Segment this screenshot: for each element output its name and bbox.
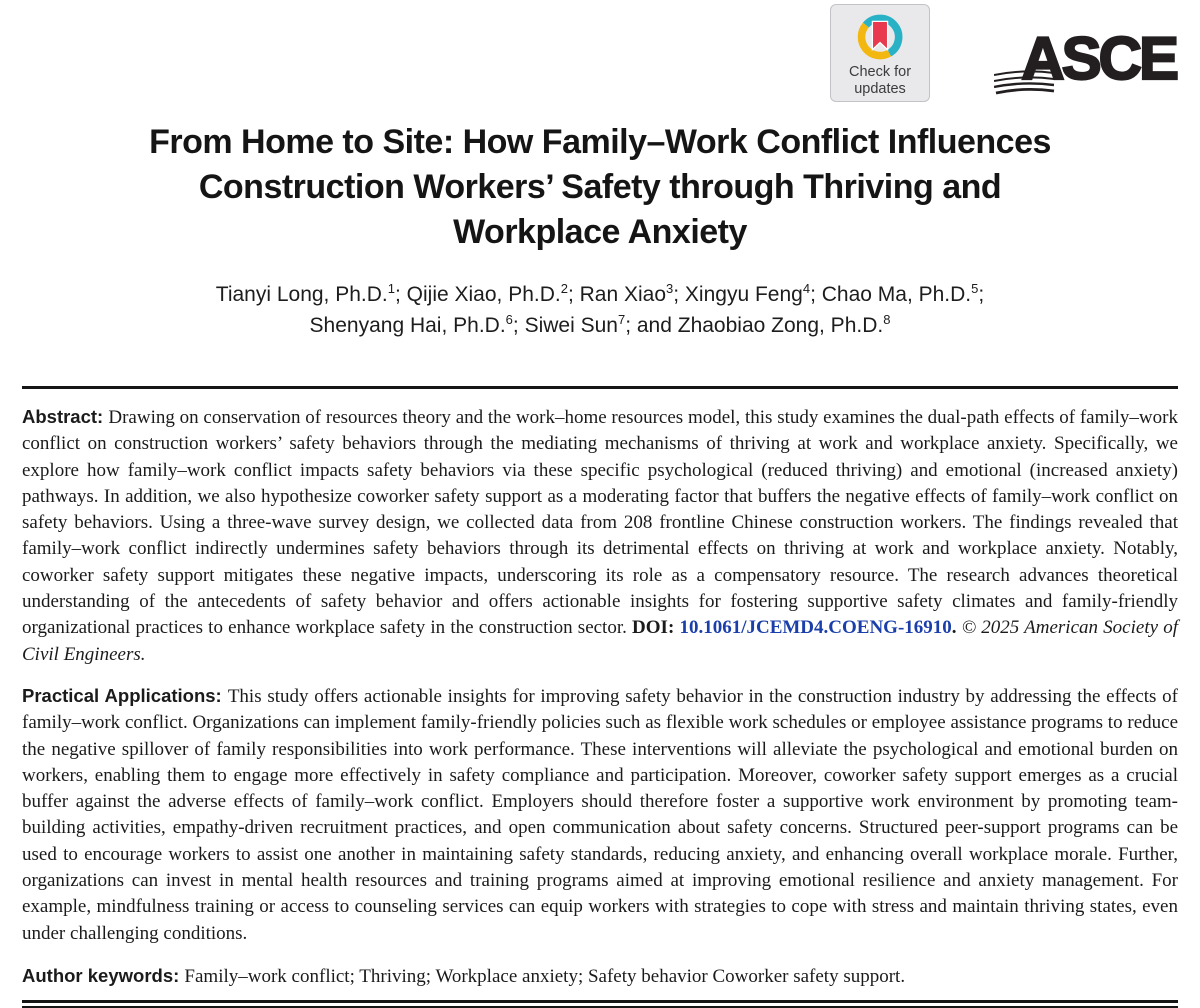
author-list (22, 279, 1178, 341)
text-segment: © 2025 American Society of Civil Engineers. (22, 617, 1178, 665)
check-for-updates-button[interactable] (830, 4, 930, 102)
text-segment: 8 (883, 312, 891, 327)
text-segment: ; Chao Ma, Ph.D. (810, 283, 972, 306)
practical-applications-paragraph (22, 683, 1178, 947)
author-list-line1 (22, 279, 1178, 310)
text-segment: Tianyi Long, Ph.D. (215, 283, 388, 306)
divider-rule (22, 386, 1178, 389)
text-segment: ; Siwei Sun (512, 314, 618, 337)
article-title-line3: Workplace Anxiety (453, 213, 747, 251)
text-segment: ; Ran Xiao (567, 283, 667, 306)
author-list-line2 (22, 310, 1178, 341)
bottom-double-rule (22, 1000, 1178, 1008)
crossmark-label-line1: Check for (848, 64, 912, 80)
text-segment: Practical Applications: (22, 684, 228, 706)
text-segment: ; and Zhaobiao Zong, Ph.D. (625, 314, 884, 337)
text-segment: 7 (617, 312, 626, 327)
abstract-paragraph (22, 404, 1178, 668)
crossmark-label-line2: updates (854, 80, 906, 97)
asce-logo-text: ASCE (1021, 25, 1176, 92)
text-segment: ; Qijie Xiao, Ph.D. (394, 283, 561, 306)
text-segment: Drawing on conservation of resources theory and the work–home resources model, this study examines the dual-path effects of family–work conflict on construction workers’ safety behaviors through the mediating mechanisms of thriving at work and workplace anxiety. Specifically, we explore how family–work conflict impacts safety behaviors via these specific psychological (reduced thriving) and emotional (increased anxiety) pathways. In addition, we also hypothesize coworker safety support as a moderating factor that buffers the negative effects of family–work conflict on safety behaviors. Using a three-wave survey design, we collected data from 208 frontline Chinese construction workers. The findings revealed that family–work conflict indirectly undermines safety behaviors through its detrimental effects on thriving at work and workplace anxiety. Notably, coworker safety support mitigates these negative impacts, underscoring its role as a compensatory resource. The research advances theoretical understanding of the antecedents of safety behavior and offers actionable insights for fostering supportive safety climates and family-friendly organizational practices to enhance workplace safety in the construction sector. (22, 407, 1178, 639)
doi-link[interactable]: 10.1061/JCEMD4.COENG-16910 (679, 617, 952, 639)
crossmark-icon (853, 10, 907, 64)
text-segment: . (951, 617, 962, 639)
asce-logo (998, 25, 1176, 100)
text-segment: 3 (666, 281, 674, 296)
article-title-line1: From Home to Site: How Family–Work Conflict Influences (149, 123, 1051, 161)
text-segment: 6 (505, 312, 513, 327)
text-segment: ; Xingyu Feng (673, 283, 803, 306)
text-segment: Author keywords: (22, 964, 185, 986)
author-keywords (22, 963, 1178, 990)
text-segment: 2 (560, 281, 568, 296)
article-title (22, 120, 1178, 255)
text-segment: Family–work conflict; Thriving; Workplace anxiety; Safety behavior Coworker safety support. (184, 965, 906, 987)
text-segment: Abstract: (22, 406, 109, 427)
paper-header (22, 0, 1178, 108)
text-segment: ; (978, 283, 985, 306)
text-segment: This study offers actionable insights for improving safety behavior in the construction industry by addressing the effects of family–work conflict. Organizations can implement family-friendly policies such as flexible work schedules or employee assistance programs to reduce the negative spillover of family responsibilities into work performance. These interventions will alleviate the psychological and emotional burden on workers, enabling them to engage more effectively in safety compliance and participation. Moreover, coworker safety support emerges as a crucial buffer against the adverse effects of family–work conflict. Employers should therefore foster a supportive work environment by promoting team-building activities, empathy-driven recruitment practices, and open communication about safety concerns. Structured peer-support programs can be used to encourage workers to assist one another in maintaining safety standards, reducing anxiety, and enhancing overall workplace morale. Further, organizations can invest in mental health resources and training programs aimed at improving emotional resilience and anxiety management. For example, mindfulness training or access to counseling services can equip workers with strategies to cope with stress and maintain thriving states, even under challenging conditions. (22, 685, 1178, 944)
text-segment: 4 (802, 281, 811, 296)
article-title-line2: Construction Workers’ Safety through Thriving and (198, 168, 1002, 206)
text-segment: 1 (387, 281, 395, 296)
text-segment: Shenyang Hai, Ph.D. (309, 314, 506, 337)
text-segment: DOI: (632, 617, 680, 639)
text-segment: 5 (971, 281, 979, 296)
